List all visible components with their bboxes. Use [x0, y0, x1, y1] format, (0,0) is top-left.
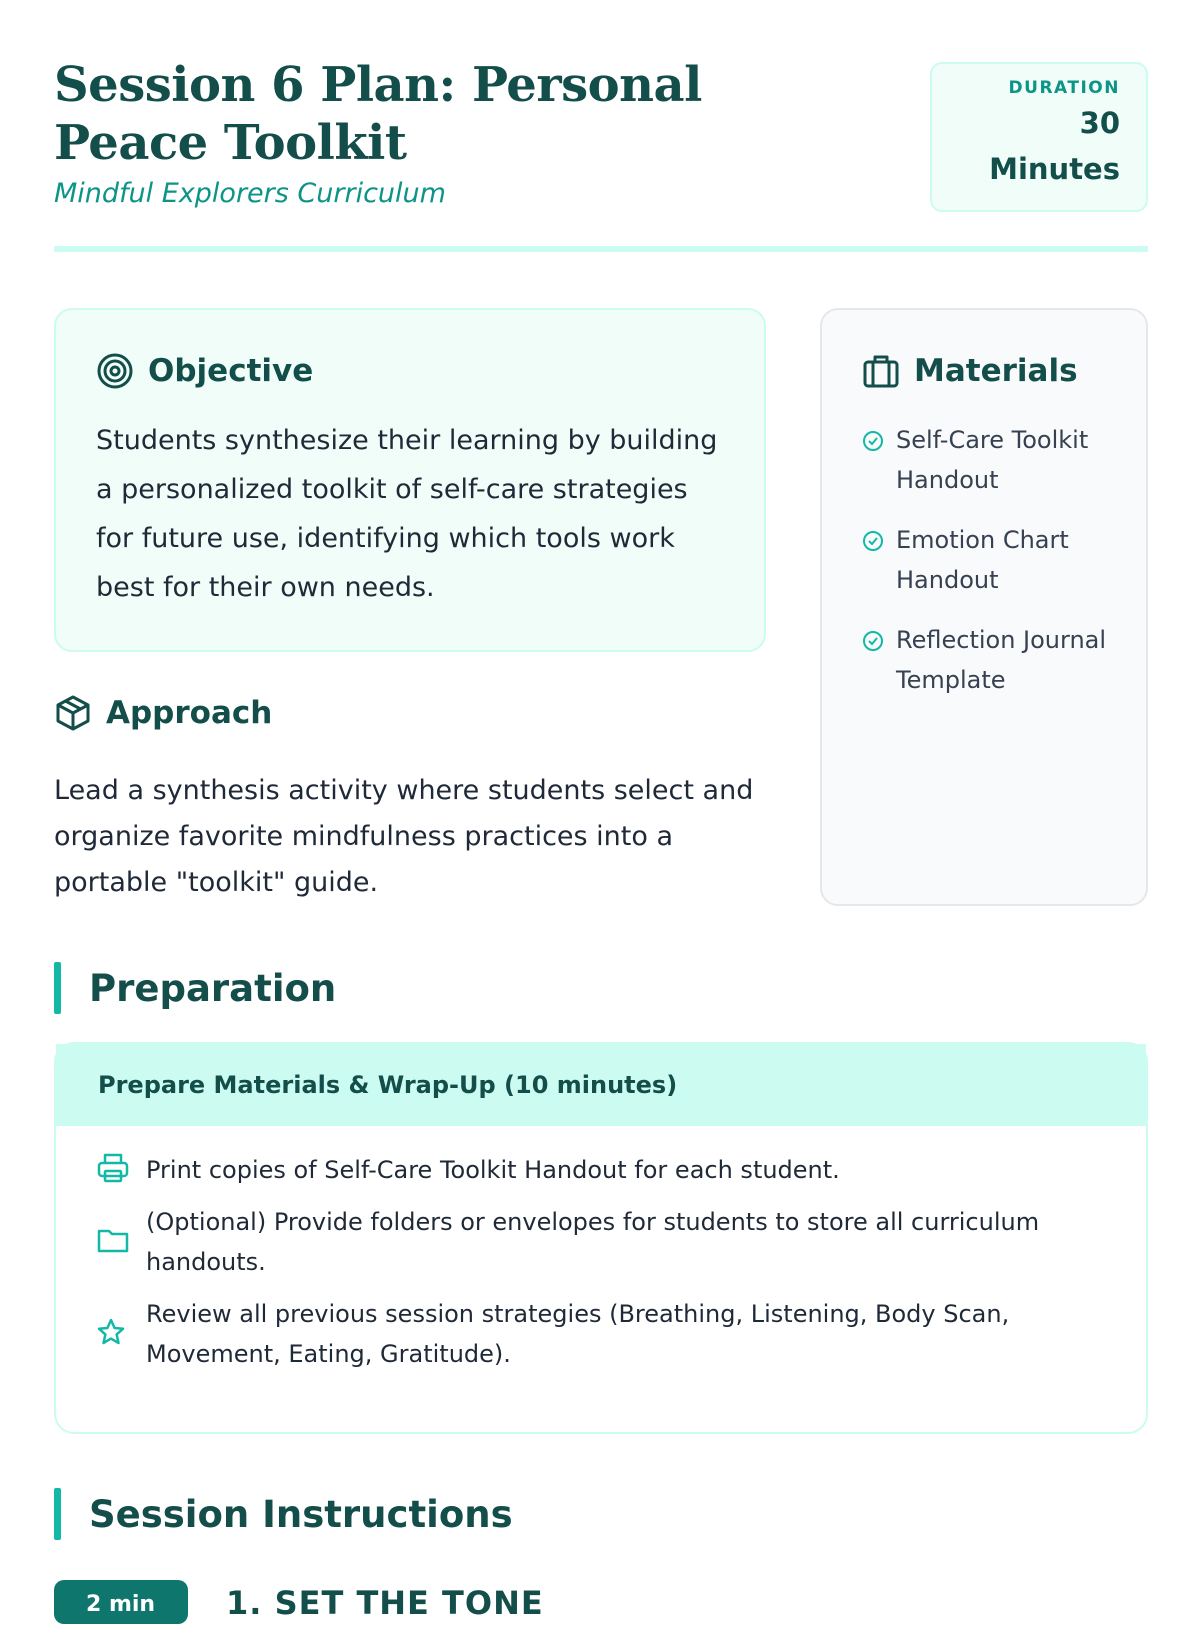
check-circle-icon [862, 430, 886, 456]
check-circle-icon [862, 530, 886, 556]
printer-icon [96, 1151, 130, 1189]
preparation-card-title: Prepare Materials & Wrap-Up (10 minutes) [56, 1044, 1146, 1126]
page-title: Session 6 Plan: Personal Peace Toolkit [54, 57, 702, 171]
objective-text: Students synthesize their learning by building a personalized toolkit of self-care strategies for future use, identifying which tools work best for their own needs. [96, 425, 718, 603]
materials-heading-label: Materials [914, 353, 1078, 389]
preparation-item-text: Print copies of Self-Care Toolkit Handout for each student. [146, 1156, 840, 1184]
preparation-list [56, 1126, 1146, 1374]
objective-heading-label: Objective [148, 353, 314, 389]
instructions-heading [54, 1488, 513, 1540]
cube-icon [54, 694, 92, 732]
list-item [862, 420, 1116, 500]
list-item [96, 1150, 1106, 1190]
material-label: Emotion Chart Handout [896, 526, 1069, 594]
heading-accent-bar [54, 962, 61, 1014]
page-header [54, 56, 1148, 254]
header-divider [54, 246, 1148, 252]
step-duration-badge: 2 min [54, 1580, 188, 1624]
approach-heading [54, 694, 766, 732]
objective-card [54, 308, 766, 652]
material-label: Self-Care Toolkit Handout [896, 426, 1089, 494]
list-item [862, 620, 1116, 700]
list-item [96, 1202, 1106, 1282]
material-label: Reflection Journal Template [896, 626, 1107, 694]
folder-icon [96, 1223, 130, 1261]
materials-heading [862, 352, 1116, 390]
duration-card [930, 62, 1148, 212]
preparation-item-text: Review all previous session strategies (Breathing, Listening, Body Scan, Movement, Eating, Gratitude). [146, 1300, 1010, 1368]
briefcase-icon [862, 352, 900, 390]
list-item [862, 520, 1116, 600]
approach-text: Lead a synthesis activity where students select and organize favorite mindfulness practices into a portable "toolkit" guide. [54, 775, 754, 898]
preparation-heading-label: Preparation [89, 966, 337, 1010]
preparation-card [54, 1042, 1148, 1434]
list-item [96, 1294, 1106, 1374]
preparation-item-text: (Optional) Provide folders or envelopes for students to store all curriculum handouts. [146, 1208, 1040, 1276]
preparation-heading [54, 962, 336, 1014]
objective-heading [96, 352, 724, 390]
approach-section [54, 694, 766, 906]
duration-unit: Minutes [989, 152, 1120, 186]
instruction-step [54, 1580, 1148, 1640]
duration-value: 30 [1079, 106, 1120, 140]
approach-heading-label: Approach [106, 695, 273, 731]
target-icon [96, 352, 134, 390]
check-circle-icon [862, 630, 886, 656]
heading-accent-bar [54, 1488, 61, 1540]
instructions-heading-label: Session Instructions [89, 1492, 513, 1536]
duration-label: DURATION [1008, 78, 1120, 98]
materials-card [820, 308, 1148, 906]
star-icon [96, 1317, 130, 1351]
materials-list [862, 420, 1116, 700]
curriculum-subtitle: Mindful Explorers Curriculum [54, 178, 446, 209]
step-title: 1. SET THE TONE [226, 1584, 544, 1622]
